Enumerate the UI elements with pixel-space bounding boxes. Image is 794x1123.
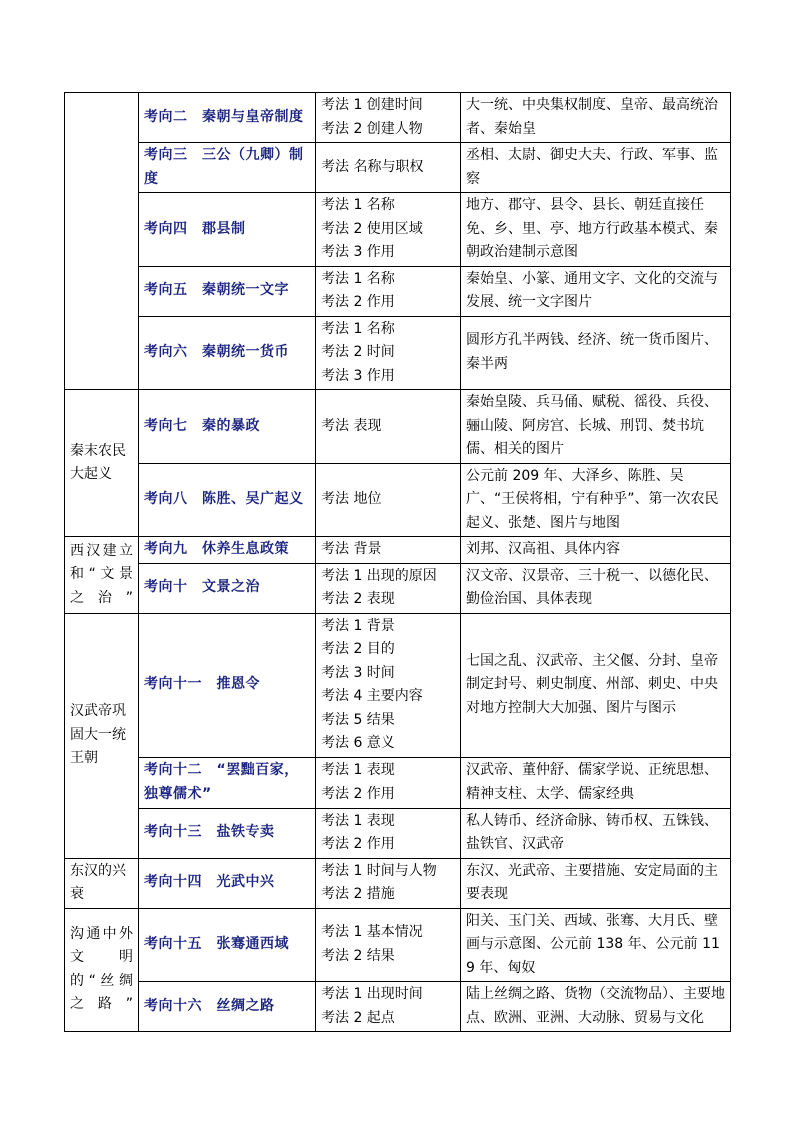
- topic-cell: 考向三 三公（九卿）制度: [139, 143, 316, 193]
- table-row: [65, 757, 731, 808]
- method-item: 考法 2 创建人物: [321, 120, 423, 137]
- table-row: [65, 537, 731, 564]
- method-item: 考法 3 时间: [321, 664, 395, 681]
- method-item: 考法 2 使用区域: [321, 220, 423, 237]
- content-cell: 公元前 209 年、大泽乡、陈胜、吴广、“王侯将相，宁有种乎”、第一次农民起义、张楚、图片与地图: [461, 463, 731, 537]
- topic-cell: 考向五 秦朝统一文字: [139, 266, 316, 316]
- topic-cell: 考向六 秦朝统一货币: [139, 316, 316, 390]
- method-item: 考法 1 时间与人物: [321, 862, 437, 879]
- method-item: 考法 1 创建时间: [321, 97, 423, 113]
- methods-cell: [316, 463, 461, 537]
- method-item: 考法 3 作用: [321, 367, 395, 384]
- topic-cell: 考向七 秦的暴政: [139, 390, 316, 464]
- methods-cell: [316, 757, 461, 808]
- methods-cell: [316, 93, 461, 143]
- table-row: [65, 266, 731, 316]
- table-row: [65, 858, 731, 908]
- topic-cell: 考向十四 光武中兴: [139, 858, 316, 908]
- methods-cell: [316, 390, 461, 464]
- table-row: [65, 193, 731, 267]
- methods-cell: [316, 316, 461, 390]
- methods-cell: [316, 982, 461, 1032]
- method-item: 考法 2 作用: [321, 294, 395, 310]
- methods-cell: [316, 143, 461, 193]
- unit-cell: 秦末农民大起义: [65, 390, 139, 537]
- method-item: 考法 1 表现: [321, 812, 395, 829]
- method-item: 考法 2 作用: [321, 836, 395, 852]
- method-item: 考法 5 结果: [321, 711, 395, 728]
- topic-cell: 考向十五 张骞通西域: [139, 908, 316, 982]
- methods-cell: [316, 808, 461, 858]
- method-item: 考法 1 名称: [321, 197, 395, 213]
- method-item: 考法 地位: [321, 491, 382, 507]
- content-cell: 汉文帝、汉景帝、三十税一、以德化民、勤俭治国、具体表现: [461, 563, 731, 613]
- topic-cell: 考向十六 丝绸之路: [139, 982, 316, 1032]
- topic-cell: 考向十一 推恩令: [139, 613, 316, 757]
- unit-cell: 西汉建立和“文景之治”: [65, 537, 139, 614]
- method-item: 考法 2 结果: [321, 947, 395, 964]
- methods-cell: [316, 858, 461, 908]
- methods-cell: [316, 563, 461, 613]
- table-row: [65, 143, 731, 193]
- table-row: [65, 463, 731, 537]
- method-item: 考法 2 目的: [321, 641, 395, 657]
- method-item: 考法 1 表现: [321, 762, 395, 778]
- table-row: [65, 982, 731, 1032]
- methods-cell: [316, 613, 461, 757]
- content-cell: 汉武帝、董仲舒、儒家学说、正统思想、精神支柱、太学、儒家经典: [461, 757, 731, 808]
- table-row: [65, 808, 731, 858]
- method-item: 考法 1 名称: [321, 270, 395, 287]
- content-cell: 私人铸币、经济命脉、铸币权、五铢钱、盐铁官、汉武帝: [461, 808, 731, 858]
- methods-cell: [316, 266, 461, 316]
- content-cell: 阳关、玉门关、西域、张骞、大月氏、壁画与示意图、公元前 138 年、公元前 119 年、匈奴: [461, 908, 731, 982]
- content-cell: 地方、郡守、县令、县长、朝廷直接任免、乡、里、亭、地方行政基本模式、秦朝政治建制示意图: [461, 193, 731, 267]
- content-cell: 东汉、光武帝、主要措施、安定局面的主要表现: [461, 858, 731, 908]
- methods-cell: [316, 193, 461, 267]
- content-cell: 刘邦、汉高祖、具体内容: [461, 537, 731, 564]
- method-item: 考法 1 背景: [321, 617, 395, 634]
- method-item: 考法 4 主要内容: [321, 688, 423, 704]
- method-item: 考法 2 措施: [321, 886, 395, 902]
- unit-cell: [65, 93, 139, 390]
- table-row: [65, 316, 731, 390]
- method-item: 考法 3 作用: [321, 244, 395, 260]
- method-item: 考法 1 名称: [321, 320, 395, 337]
- content-cell: 秦始皇、小篆、通用文字、文化的交流与发展、统一文字图片: [461, 266, 731, 316]
- topic-cell: 考向十二 “罢黜百家，独尊儒术”: [139, 757, 316, 808]
- table-row: [65, 908, 731, 982]
- table-row: [65, 563, 731, 613]
- method-item: 考法 背景: [321, 541, 382, 557]
- topic-cell: 考向九 休养生息政策: [139, 537, 316, 564]
- content-cell: 七国之乱、汉武帝、主父偃、分封、皇帝制定封号、刺史制度、州部、刺史、中央对地方控制大大加强、图片与图示: [461, 613, 731, 757]
- table-row: [65, 613, 731, 757]
- method-item: 考法 2 表现: [321, 591, 395, 607]
- method-item: 考法 表现: [321, 417, 382, 434]
- content-cell: 丞相、太尉、御史大夫、行政、军事、监察: [461, 143, 731, 193]
- unit-cell: 汉武帝巩固大一统王朝: [65, 613, 139, 858]
- method-item: 考法 2 作用: [321, 785, 395, 802]
- table-row: [65, 390, 731, 464]
- method-item: 考法 2 时间: [321, 344, 395, 360]
- unit-cell: 东汉的兴衰: [65, 858, 139, 908]
- content-cell: 大一统、中央集权制度、皇帝、最高统治者、秦始皇: [461, 93, 731, 143]
- method-item: 考法 1 出现的原因: [321, 567, 437, 584]
- method-item: 考法 2 起点: [321, 1009, 395, 1026]
- method-item: 考法 1 基本情况: [321, 924, 423, 941]
- topic-cell: 考向二 秦朝与皇帝制度: [139, 93, 316, 143]
- methods-cell: [316, 537, 461, 564]
- method-item: 考法 1 出现时间: [321, 986, 423, 1002]
- exam-outline-table: [64, 92, 731, 1032]
- method-item: 考法 名称与职权: [321, 158, 424, 175]
- topic-cell: 考向八 陈胜、吴广起义: [139, 463, 316, 537]
- topic-cell: 考向十 文景之治: [139, 563, 316, 613]
- table-row: [65, 93, 731, 143]
- topic-cell: 考向十三 盐铁专卖: [139, 808, 316, 858]
- unit-cell: 沟通中外文明的“丝绸之路”: [65, 908, 139, 1032]
- method-item: 考法 6 意义: [321, 735, 395, 751]
- content-cell: 秦始皇陵、兵马俑、赋税、徭役、兵役、骊山陵、阿房宫、长城、刑罚、焚书坑儒、相关的图片: [461, 390, 731, 464]
- content-cell: 圆形方孔半两钱、经济、统一货币图片、秦半两: [461, 316, 731, 390]
- topic-cell: 考向四 郡县制: [139, 193, 316, 267]
- content-cell: 陆上丝绸之路、货物（交流物品）、主要地点、欧洲、亚洲、大动脉、贸易与文化: [461, 982, 731, 1032]
- methods-cell: [316, 908, 461, 982]
